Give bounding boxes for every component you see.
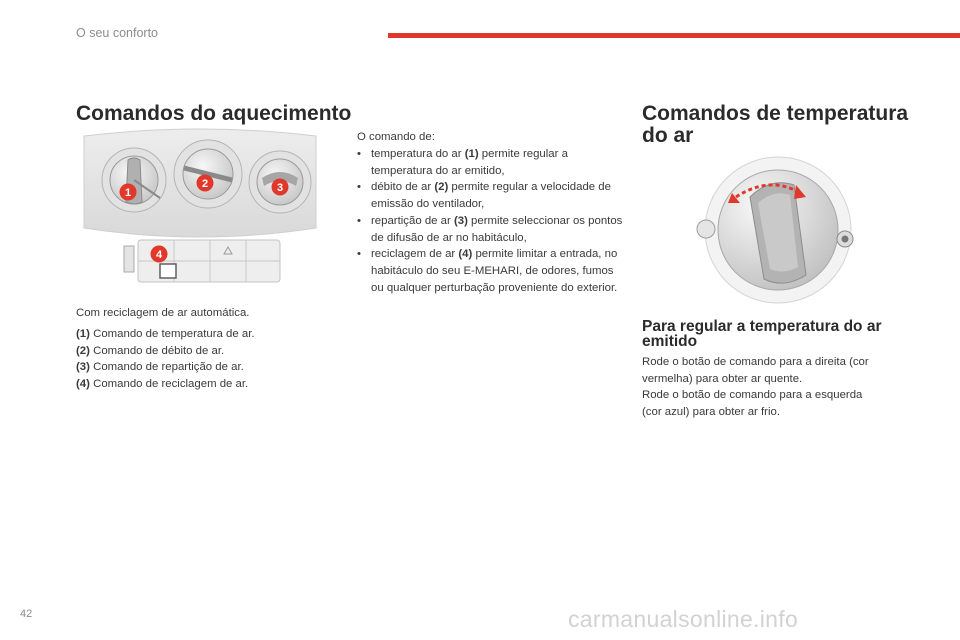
svg-text:4: 4	[155, 249, 163, 261]
svg-text:1: 1	[124, 187, 132, 199]
section-title: O seu conforto	[76, 26, 158, 40]
marker-3	[272, 179, 289, 196]
marker-2	[197, 175, 214, 192]
legend-item: (4) Comando de reciclagem de ar.	[76, 377, 249, 390]
temperature-controls-title: Comandos de temperatura do ar	[642, 102, 909, 147]
regulate-temperature-subtitle: Para regular a temperatura do ar emitido	[642, 318, 882, 350]
marker-1	[120, 184, 137, 201]
figure-caption: Com reciclagem de ar automática.	[76, 307, 250, 319]
watermark: carmanualsonline.info	[568, 606, 799, 632]
bullet-item: • repartição de ar (3) permite seleccionar os pontos de difusão de ar no habitáculo,	[357, 213, 625, 246]
bullet-item: • reciclagem de ar (4) permite limitar a entrada, no habitáculo do seu E-MEHARI, de odores, fumos ou qualquer perturbação proveniente do exterior.	[357, 246, 625, 296]
heating-panel-figure	[76, 128, 324, 299]
page-number: 42	[20, 608, 33, 620]
legend-item: (3) Comando de repartição de ar.	[76, 361, 244, 374]
section-accent-bar	[388, 33, 960, 38]
heating-controls-title: Comandos do aquecimento	[76, 102, 352, 125]
controls-intro: O comando de:	[357, 131, 435, 143]
controls-bullet-list	[357, 146, 625, 296]
controls-legend	[76, 326, 336, 392]
legend-item: (1) Comando de temperatura de ar.	[76, 328, 255, 340]
svg-text:2: 2	[201, 178, 209, 190]
bullet-item: • débito de ar (2) permite regular a velocidade de emissão do ventilador,	[357, 179, 625, 212]
bullet-item: • temperatura do ar (1) permite regular a temperatura do ar emitido,	[357, 146, 625, 179]
marker-4	[151, 246, 168, 263]
legend-item: (2) Comando de débito de ar.	[76, 344, 225, 357]
svg-text:3: 3	[276, 182, 284, 194]
temperature-knob-figure	[688, 155, 864, 305]
regulate-instructions: Rode o botão de comando para a direita (cor vermelha) para obter ar quente. Rode o botão de comando para a esquerda (cor azul) para obter ar frio.	[642, 356, 869, 418]
